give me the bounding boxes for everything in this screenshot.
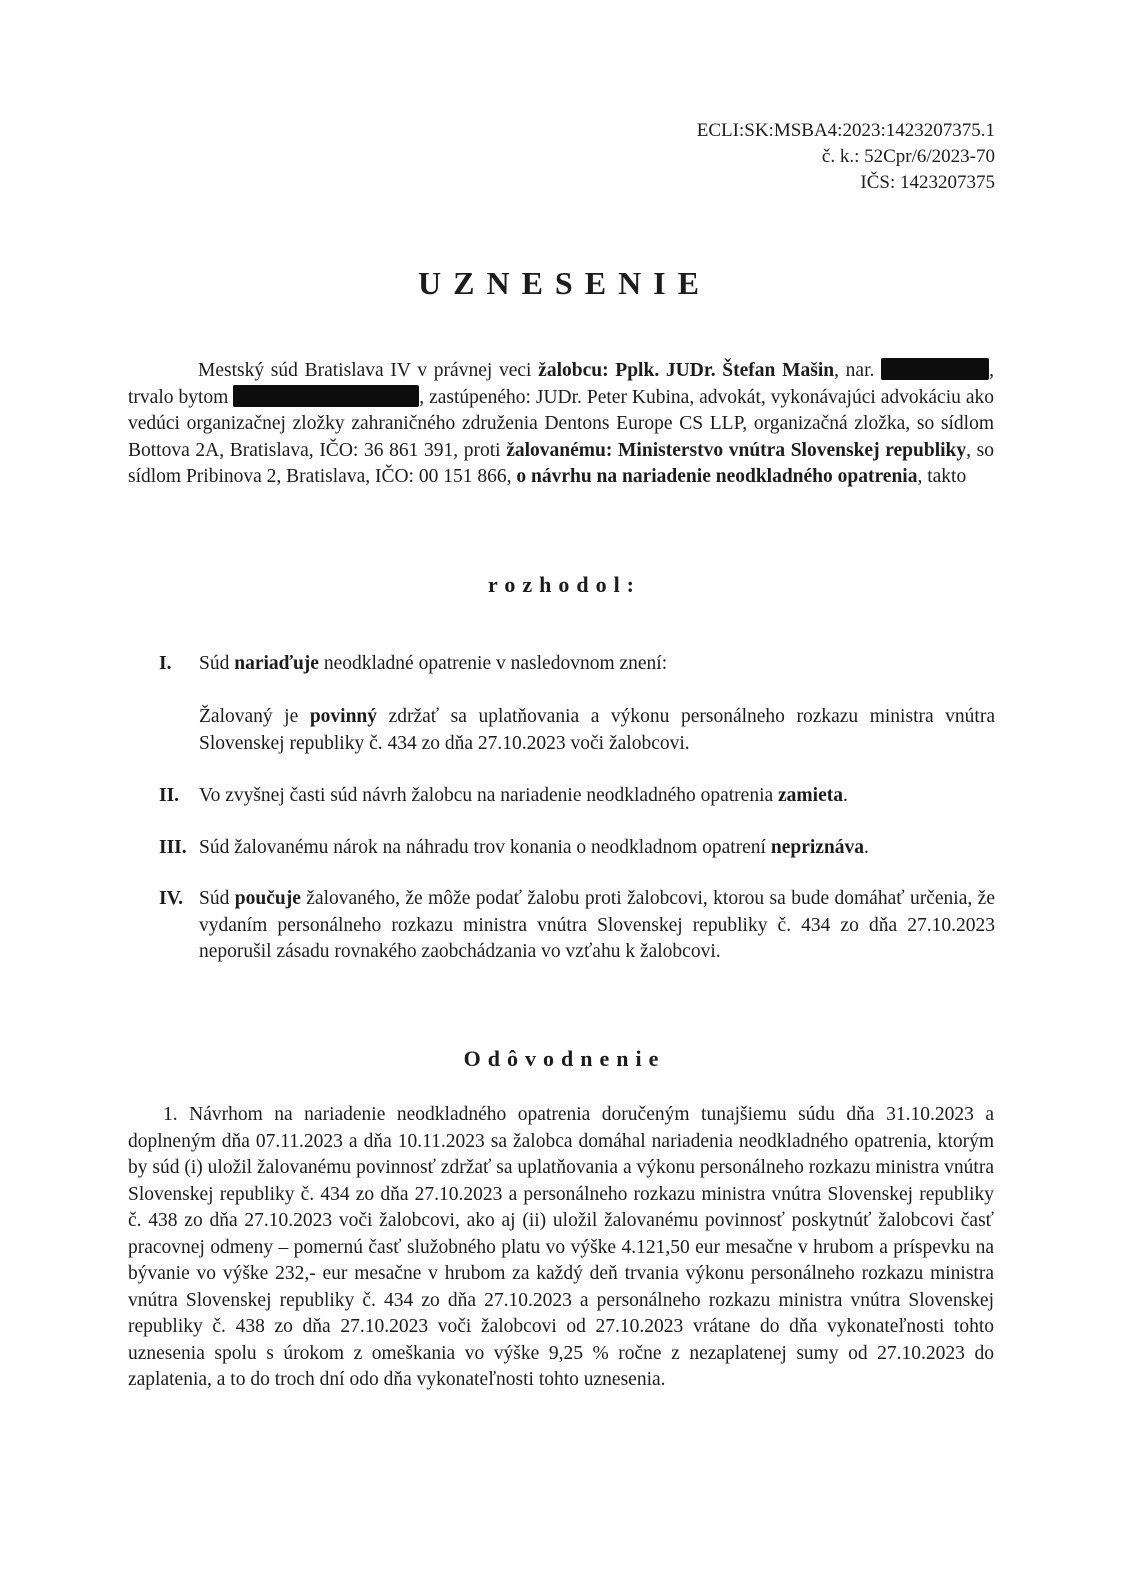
document-title: UZNESENIE xyxy=(418,265,711,301)
case-identifiers xyxy=(697,118,995,196)
ruling-number-1: I. xyxy=(159,653,172,674)
intro-text-1: Mestský súd Bratislava IV v právnej veci xyxy=(198,360,539,381)
ruling-4-text-a: Súd xyxy=(199,888,235,909)
ruling-2-text-c: . xyxy=(843,785,848,806)
ics-line: IČS: 1423207375 xyxy=(860,172,995,193)
ruling-number-2: II. xyxy=(159,785,180,806)
ecli-line: ECLI:SK:MSBA4:2023:1423207375.1 xyxy=(696,120,995,141)
wording-text-a: Žalovaný je xyxy=(199,706,310,727)
ruling-1-text-a: Súd xyxy=(199,653,235,674)
plaintiff-name: žalobcu: Pplk. JUDr. Štefan Mašin xyxy=(538,360,835,381)
ruling-item-1-wording xyxy=(159,704,995,757)
ruling-1-keyword: nariaďuje xyxy=(234,653,319,674)
reasoning-paragraph-1-text: 1. Návrhom na nariadenie neodkladného opatrenia doručeným tunajšiemu súdu dňa 31.10.2023 a doplneným dňa 07.11.2023 a dňa 10.11.2023 sa žalobca domáhal nariadenia neodkladného opatrenia, ktorým by súd (i) uložil žalovanému povinnosť zdržať sa uplatňovania a výkonu personálneho rozkazu ministra vnútra Slovenskej republiky č. 434 zo dňa 27.10.2023 a personálneho rozkazu ministra vnútra Slovenskej republiky č. 438 zo dňa 27.10.2023 voči žalobcovi, ako aj (ii) uložil žalovanému povinnosť poskytnúť žalobcovi časť pracovnej odmeny – pomernú časť služobného platu vo výške 4.121,50 eur mesačne v hrubom a príspevku na bývanie vo výške 232,- eur mesačne v hrubom za každý deň trvania výkonu personálneho rozkazu ministra vnútra Slovenskej republiky č. 434 zo dňa 27.10.2023 a personálneho rozkazu ministra vnútra Slovenskej republiky č. 438 zo dňa 27.10.2023 voči žalobcovi od 27.10.2023 vrátane do dňa vykonateľnosti tohto uznesenia spolu s úrokom z omeškania vo výške 9,25 % ročne z nezaplatenej sumy od 27.10.2023 do zaplatenia, a to do troch dní odo dňa vykonateľnosti tohto uznesenia. xyxy=(128,1104,994,1390)
ruling-3-text-c: . xyxy=(864,837,869,858)
ruling-4-text-c: žalovaného, že môže podať žalobu proti žalobcovi, ktorou sa bude domáhať určenia, že vydaním personálneho rozkazu ministra vnútra Slovenskej republiky č. 434 zo dňa 27.10.2023 neporušil zásadu rovnakého zaobchádzania vo vzťahu k žalobcovi. xyxy=(199,888,995,962)
ruling-item-2 xyxy=(159,783,995,810)
case-number-line: č. k.: 52Cpr/6/2023-70 xyxy=(821,146,995,167)
ruling-2-keyword: zamieta xyxy=(778,785,843,806)
intro-text-4: , zastúpeného: JUDr. Peter Kubina, advokát, vykonávajúci advokáciu ako vedúci organizačnej zložky zahraničného združenia Dentons Europe CS LLP, organizačná zložka, so sídlom Bottova 2A, Bratislava, IČO: 36 861 391, proti xyxy=(128,386,994,461)
ruling-item-4 xyxy=(159,886,995,966)
ruling-3-keyword: nepriznáva xyxy=(770,837,865,858)
wording-keyword: povinný xyxy=(309,706,378,727)
ruling-number-4: IV. xyxy=(159,888,184,909)
wording-text-c: zdržať sa uplatňovania a výkonu personálneho rozkazu ministra vnútra Slovenskej republiky č. 434 zo dňa 27.10.2023 voči žalobcovi. xyxy=(199,706,995,754)
ruling-3-text-a: Súd žalovanému nárok na náhradu trov konania o neodkladnom opatrení xyxy=(199,837,771,858)
intro-paragraph xyxy=(128,358,994,491)
ruling-item-3 xyxy=(159,835,995,862)
intro-text-3: , trvalo bytom xyxy=(128,360,994,408)
ruling-1-text-c: neodkladné opatrenie v nasledovnom znení: xyxy=(318,653,668,674)
decided-heading: rozhodol: xyxy=(487,572,642,597)
ruling-item-1 xyxy=(159,651,995,678)
ruling-number-3: III. xyxy=(159,837,187,858)
redaction-address xyxy=(233,385,419,407)
reasoning-paragraph-1 xyxy=(128,1102,994,1394)
intro-text-6: , takto xyxy=(917,466,967,487)
reasoning-heading: Odôvodnenie xyxy=(463,1046,666,1071)
redaction-birthdate xyxy=(881,358,989,380)
motion-subject: o návrhu na nariadenie neodkladného opatrenia xyxy=(516,466,918,487)
defendant-name: žalovanému: Ministerstvo vnútra Slovenskej republiky xyxy=(506,439,967,461)
ruling-2-text-a: Vo zvyšnej časti súd návrh žalobcu na nariadenie neodkladného opatrenia xyxy=(199,785,779,806)
intro-text-5: , so sídlom Pribinova 2, Bratislava, IČO: 00 151 866, xyxy=(128,439,994,487)
intro-text-2: , nar. xyxy=(834,360,875,381)
ruling-4-keyword: poučuje xyxy=(234,888,301,909)
